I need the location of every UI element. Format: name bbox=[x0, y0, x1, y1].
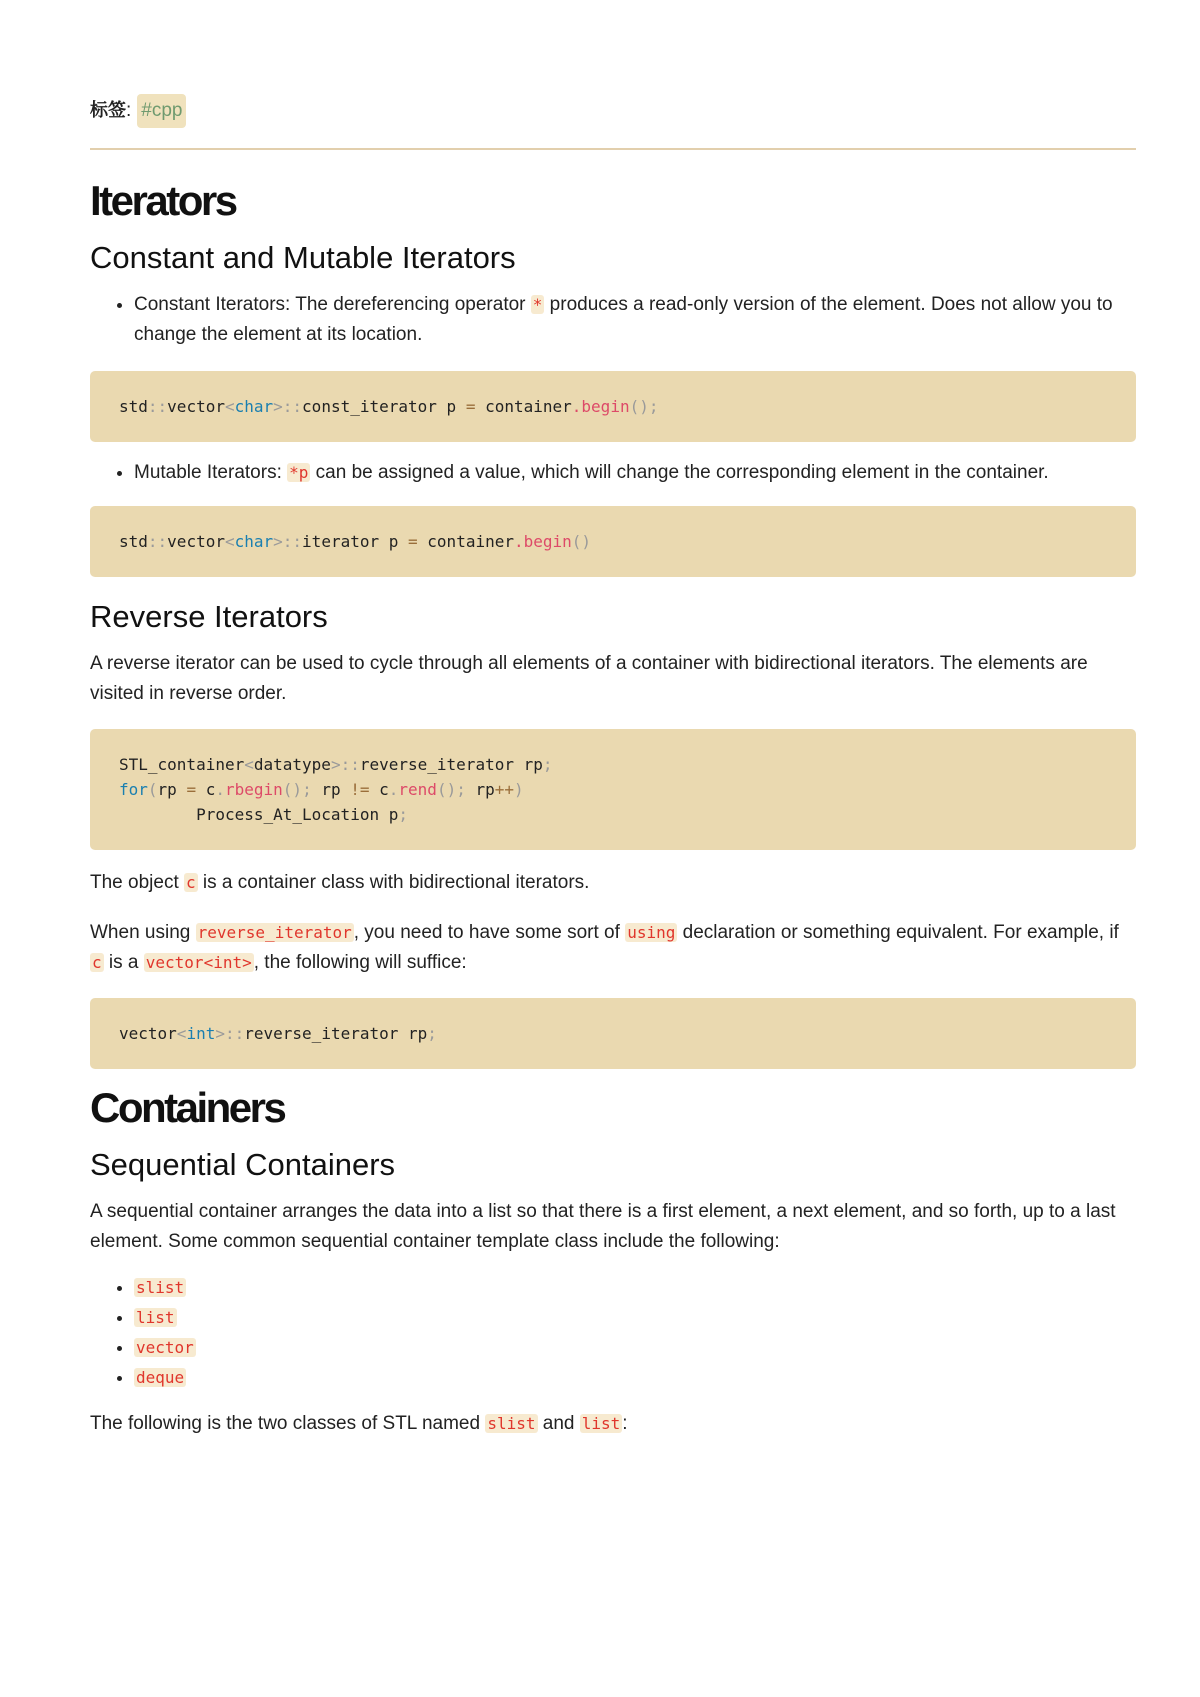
inline-code: vector bbox=[136, 1338, 194, 1357]
code-token: c bbox=[196, 780, 216, 799]
inline-code: vector<int> bbox=[145, 953, 252, 972]
code-token: = bbox=[408, 532, 418, 551]
inline-code: list bbox=[581, 1414, 621, 1433]
heading-iterators: Iterators bbox=[90, 177, 236, 224]
separator-line bbox=[90, 148, 1136, 150]
code-token: < bbox=[176, 1024, 187, 1043]
document-page bbox=[90, 96, 1136, 1439]
code-token: STL_container bbox=[119, 755, 245, 774]
heading-reverse-iterators: Reverse Iterators bbox=[90, 599, 328, 634]
code-block-vector-reverse bbox=[90, 998, 1136, 1069]
code-token: :: bbox=[282, 532, 303, 551]
constant-list bbox=[90, 290, 1136, 350]
code-token: vector bbox=[167, 397, 225, 416]
code-token: :: bbox=[147, 532, 168, 551]
inline-code: *p bbox=[289, 463, 309, 482]
code-token: ; bbox=[542, 755, 553, 774]
inline-code: c bbox=[92, 953, 102, 972]
list-item bbox=[134, 1273, 1136, 1303]
code-token: vector bbox=[167, 532, 225, 551]
code-token: () bbox=[571, 532, 592, 551]
code-token: rp bbox=[465, 780, 495, 799]
sequential-container-list bbox=[90, 1273, 1136, 1393]
code-token: iterator p bbox=[302, 532, 409, 551]
code-token: (); bbox=[629, 397, 659, 416]
code-token: c bbox=[369, 780, 389, 799]
code-token: (); bbox=[436, 780, 466, 799]
code-token: != bbox=[350, 780, 370, 799]
code-token: reverse_iterator rp bbox=[244, 1024, 428, 1043]
code-token: reverse_iterator rp bbox=[359, 755, 543, 774]
code-token: < bbox=[244, 755, 254, 774]
code-token: > bbox=[273, 397, 283, 416]
code-token: < bbox=[224, 397, 235, 416]
code-token: rbegin bbox=[225, 780, 283, 799]
code-token: const_iterator p bbox=[302, 397, 466, 416]
heading-sequential-containers: Sequential Containers bbox=[90, 1147, 396, 1182]
code-line bbox=[119, 755, 553, 774]
inline-code: slist bbox=[136, 1278, 185, 1297]
tag-label: 标签 bbox=[90, 100, 126, 121]
code-token: container bbox=[475, 397, 572, 416]
list-item bbox=[134, 1333, 1136, 1363]
code-token: > bbox=[273, 532, 283, 551]
code-token: Process_At_Location p bbox=[119, 805, 399, 824]
paragraph-sequential: A sequential container arranges the data into a list so that there is a first element, a next element, and so forth, up to a last element. Some common sequential container template class include the following: bbox=[90, 1201, 1116, 1252]
code-token: = bbox=[465, 397, 476, 416]
code-token: :: bbox=[147, 397, 168, 416]
list-item-constant: • Constant Iterators: The dereferencing operator * produces a read-only version of the element. Does not allow you to change the element at its location. bbox=[134, 290, 1136, 350]
inline-code: c bbox=[186, 873, 196, 892]
code-token: rend bbox=[398, 780, 437, 799]
code-token: ( bbox=[147, 780, 158, 799]
code-token: container bbox=[417, 532, 514, 551]
code-token: .begin bbox=[571, 397, 630, 416]
tag-line bbox=[90, 96, 1136, 126]
inline-code: slist bbox=[487, 1414, 536, 1433]
code-token: < bbox=[224, 532, 235, 551]
heading-constant-mutable: Constant and Mutable Iterators bbox=[90, 240, 516, 275]
inline-code: using bbox=[627, 923, 676, 942]
heading-containers: Containers bbox=[90, 1084, 285, 1131]
code-line bbox=[119, 780, 524, 799]
code-token: char bbox=[234, 397, 274, 416]
code-token: . bbox=[388, 780, 399, 799]
code-token: ; bbox=[427, 1024, 437, 1043]
paragraph-object-c: The object c is a container class with bidirectional iterators. bbox=[90, 872, 590, 893]
mutable-list bbox=[90, 458, 1136, 488]
code-token: > bbox=[215, 1024, 225, 1043]
code-token: ) bbox=[514, 780, 524, 799]
paragraph-following: The following is the two classes of STL named slist and list : bbox=[90, 1413, 628, 1434]
code-block-reverse-loop bbox=[90, 729, 1136, 850]
inline-code: list bbox=[136, 1308, 175, 1327]
code-token: std bbox=[119, 532, 148, 551]
code-token: > bbox=[330, 755, 341, 774]
code-token: :: bbox=[340, 755, 360, 774]
code-token: rp bbox=[311, 780, 351, 799]
paragraph-reverse: A reverse iterator can be used to cycle through all elements of a container with bidirectional iterators. The elements are visited in reverse order. bbox=[90, 653, 1088, 704]
paragraph-when-using: When using reverse_iterator , you need to have some sort of using declaration or something equivalent. For example, if c is a vector<int> , the following will suffice: bbox=[90, 922, 1119, 973]
code-token: . bbox=[215, 780, 225, 799]
code-block-iterator bbox=[90, 506, 1136, 577]
code-block-const-iterator bbox=[90, 371, 1136, 442]
inline-code: * bbox=[532, 295, 543, 314]
list-item-mutable: • Mutable Iterators: *p can be assigned a value, which will change the corresponding element in the container. bbox=[134, 458, 1136, 488]
code-token: datatype bbox=[253, 755, 331, 774]
code-token: std bbox=[119, 397, 148, 416]
code-token: :: bbox=[282, 397, 303, 416]
code-token: vector bbox=[119, 1024, 177, 1043]
inline-code: reverse_iterator bbox=[197, 923, 352, 942]
code-token: rp bbox=[157, 780, 187, 799]
code-line bbox=[119, 805, 408, 824]
code-token: for bbox=[119, 780, 148, 799]
inline-code: deque bbox=[136, 1368, 185, 1387]
code-token: (); bbox=[282, 780, 312, 799]
code-token: int bbox=[186, 1024, 216, 1043]
code-token: :: bbox=[224, 1024, 245, 1043]
tag-colon: : bbox=[126, 100, 132, 121]
code-token: char bbox=[234, 532, 274, 551]
list-item bbox=[134, 1363, 1136, 1393]
code-token: ; bbox=[398, 805, 408, 824]
code-token: ++ bbox=[494, 780, 515, 799]
list-item bbox=[134, 1303, 1136, 1333]
code-token: .begin bbox=[513, 532, 572, 551]
code-token: = bbox=[186, 780, 197, 799]
tag-chip-cpp[interactable]: #cpp bbox=[137, 94, 186, 128]
